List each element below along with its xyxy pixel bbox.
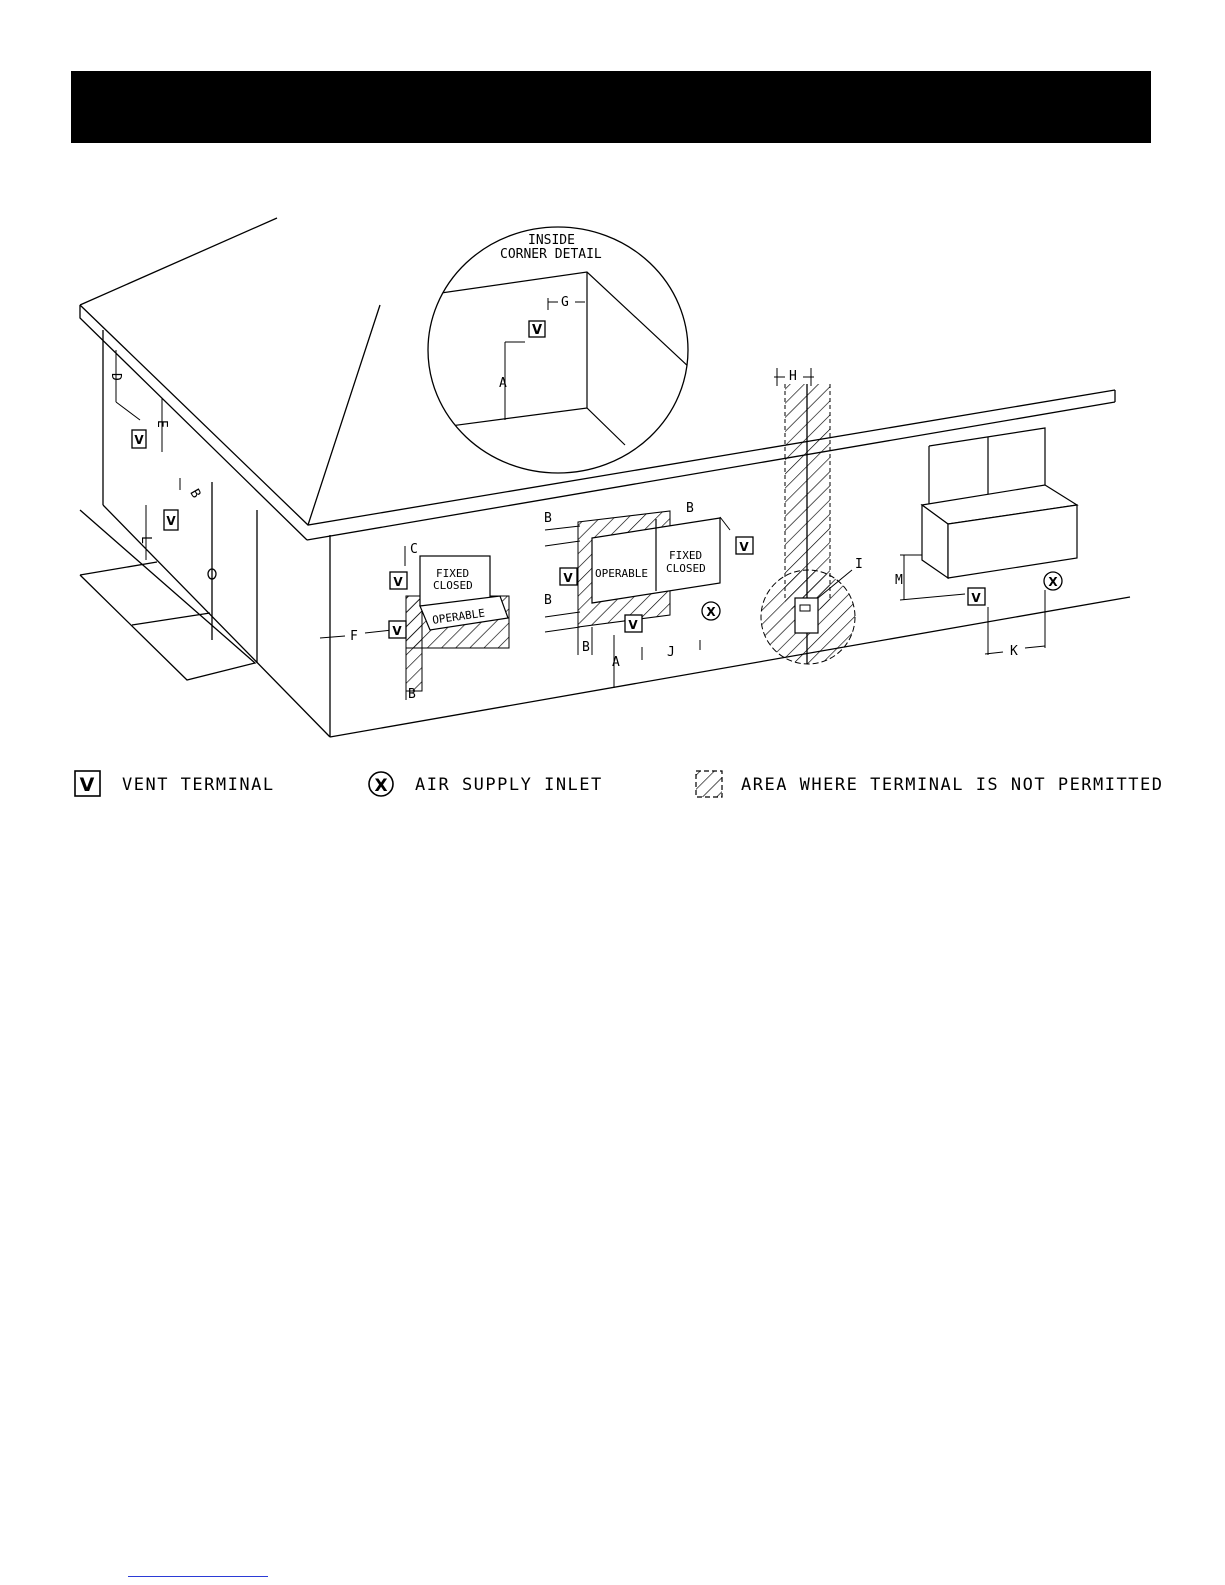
vent-w2-left bbox=[560, 568, 577, 585]
svg-text:V: V bbox=[393, 575, 403, 589]
dim-d: D bbox=[108, 373, 123, 381]
svg-text:V: V bbox=[971, 591, 981, 605]
legend-air-supply-inlet: AIR SUPPLY INLET bbox=[415, 775, 603, 795]
air-supply-inlet-icon bbox=[369, 772, 393, 796]
dim-f: F bbox=[350, 629, 358, 644]
window1-fixed: FIXED bbox=[436, 567, 470, 580]
svg-text:X: X bbox=[1048, 575, 1058, 589]
dim-a: A bbox=[612, 655, 620, 670]
svg-text:V: V bbox=[739, 540, 749, 554]
dim-b-left: B bbox=[186, 486, 204, 501]
planter-window bbox=[922, 428, 1077, 578]
svg-text:V: V bbox=[628, 618, 638, 632]
svg-text:V: V bbox=[166, 514, 176, 528]
detail-title-line1: INSIDE bbox=[528, 233, 575, 248]
window1-closed: CLOSED bbox=[433, 579, 473, 592]
window-2 bbox=[578, 511, 720, 627]
detail-title-line2: CORNER DETAIL bbox=[500, 247, 602, 262]
dim-e: E bbox=[154, 420, 169, 428]
dim-k: K bbox=[1010, 644, 1018, 659]
dim-j: J bbox=[667, 645, 675, 660]
dim-c: C bbox=[410, 542, 418, 557]
svg-text:V: V bbox=[134, 433, 144, 447]
dim-b-w1: B bbox=[408, 687, 416, 702]
vent-left-1 bbox=[132, 430, 146, 448]
svg-text:V: V bbox=[79, 774, 95, 796]
legend-vent-terminal: VENT TERMINAL bbox=[122, 775, 275, 795]
vent-w1-side bbox=[389, 621, 406, 638]
legend-not-permitted: AREA WHERE TERMINAL IS NOT PERMITTED bbox=[741, 775, 1164, 795]
inside-corner-detail bbox=[420, 227, 690, 473]
dim-b-w2-side: B bbox=[582, 640, 590, 655]
svg-text:X: X bbox=[706, 605, 716, 619]
vent-left-2 bbox=[164, 510, 178, 530]
vent-w2-bottom bbox=[625, 615, 642, 632]
window2-fixed: FIXED bbox=[669, 549, 703, 562]
air-inlet-1 bbox=[702, 602, 720, 620]
svg-text:X: X bbox=[374, 776, 388, 796]
dim-b-w2-top: B bbox=[544, 511, 552, 526]
air-inlet-2 bbox=[1044, 572, 1062, 590]
hatch-area-icon bbox=[696, 771, 722, 797]
window2-closed: CLOSED bbox=[666, 562, 706, 575]
dim-m: M bbox=[895, 573, 903, 588]
svg-text:V: V bbox=[392, 624, 402, 638]
footer-link-underline[interactable] bbox=[128, 1576, 268, 1577]
window1-operable: OPERABLE bbox=[431, 606, 486, 627]
vent-terminal-icon bbox=[75, 771, 100, 796]
dim-b-w2-width: B bbox=[686, 501, 694, 516]
dim-i: I bbox=[855, 557, 863, 572]
dim-g: G bbox=[561, 295, 569, 310]
meter-zone bbox=[761, 384, 855, 664]
vent-w2-right bbox=[736, 537, 753, 554]
dim-b-w2-bottom: B bbox=[544, 593, 552, 608]
dim-h: H bbox=[789, 369, 797, 384]
legend bbox=[75, 771, 1163, 797]
dim-l: L bbox=[138, 536, 153, 544]
vent-planter bbox=[968, 588, 985, 605]
vent-detail: V bbox=[531, 323, 543, 338]
window2-operable: OPERABLE bbox=[595, 567, 648, 580]
dim-a-detail: A bbox=[499, 376, 507, 391]
svg-text:V: V bbox=[563, 571, 573, 585]
vent-w1-top bbox=[390, 572, 407, 589]
window-1 bbox=[406, 556, 509, 691]
